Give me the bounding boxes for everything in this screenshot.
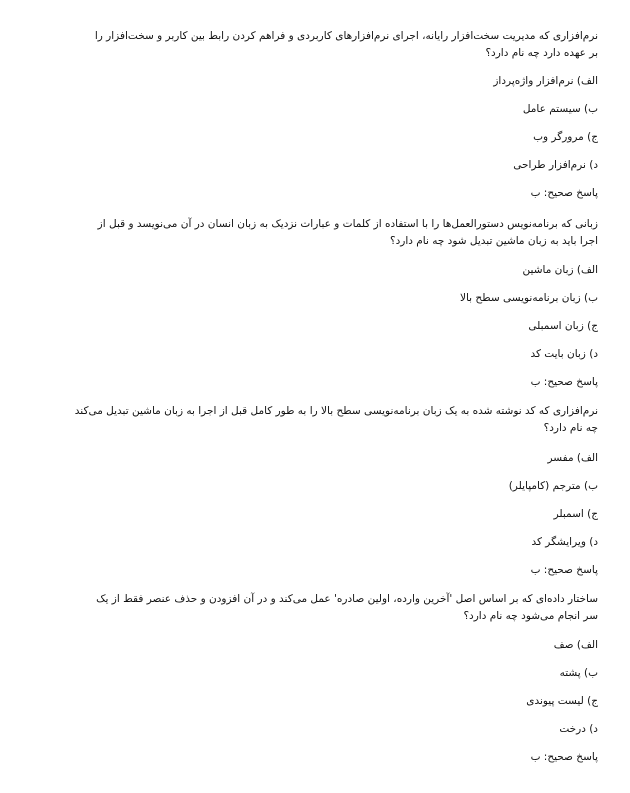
question-1-option-c: ج) مرورگر وب (533, 131, 598, 143)
question-2-text-line-1: زبانی که برنامه‌نویس دستورالعمل‌ها را با استفاده از کلمات و عبارات نزدیک به زبان انسان در آن می‌نویسد و قبل از (97, 218, 598, 230)
question-4-text-line-2: سر انجام می‌شود چه نام دارد؟ (463, 610, 598, 622)
question-4-option-a: الف) صف (553, 639, 598, 651)
question-1-text-line-2: بر عهده دارد چه نام دارد؟ (485, 47, 598, 59)
question-2-option-c: ج) زبان اسمبلی (528, 320, 598, 332)
question-4-answer: پاسخ صحیح: ب (530, 751, 598, 763)
question-3-option-a: الف) مفسر (547, 452, 598, 464)
question-2-text-line-2: اجرا باید به زبان ماشین تبدیل شود چه نام دارد؟ (390, 235, 598, 247)
question-1-option-d: د) نرم‌افزار طراحی (513, 159, 598, 171)
question-4-option-b: ب) پشته (559, 667, 598, 679)
question-3-answer: پاسخ صحیح: ب (530, 564, 598, 576)
question-1-answer: پاسخ صحیح: ب (530, 187, 598, 199)
question-1-option-b: ب) سیستم عامل (522, 103, 598, 115)
question-4-text-line-1: ساختار داده‌ای که بر اساس اصل 'آخرین وارده، اولین صادره' عمل می‌کند و در آن افزودن و حذف عنصر فقط از یک (96, 593, 598, 605)
question-3-option-d: د) ویرایشگر کد (531, 536, 598, 548)
question-1-option-a: الف) نرم‌افزار واژه‌پرداز (493, 75, 598, 87)
question-3-text-line-1: نرم‌افزاری که کد نوشته شده به یک زبان برنامه‌نویسی سطح بالا را به طور کامل قبل از اجرا به زبان ماشین تبدیل می‌کند (74, 405, 598, 417)
question-4-option-c: ج) لیست پیوندی (526, 695, 598, 707)
question-3-text-line-2: چه نام دارد؟ (543, 422, 598, 434)
question-1-text-line-1: نرم‌افزاری که مدیریت سخت‌افزار رایانه، اجرای نرم‌افزارهای کاربردی و فراهم کردن رابط بین کاربر و سخت‌افزار را (94, 30, 598, 42)
question-2-option-b: ب) زبان برنامه‌نویسی سطح بالا (459, 292, 598, 304)
question-4-option-d: د) درخت (559, 723, 598, 735)
question-2-option-d: د) زبان بایت کد (530, 348, 598, 360)
question-2-option-a: الف) زبان ماشین (522, 264, 598, 276)
question-3-option-b: ب) مترجم (کامپایلر) (508, 480, 598, 492)
question-2-answer: پاسخ صحیح: ب (530, 376, 598, 388)
question-3-option-c: ج) اسمبلر (553, 508, 598, 520)
